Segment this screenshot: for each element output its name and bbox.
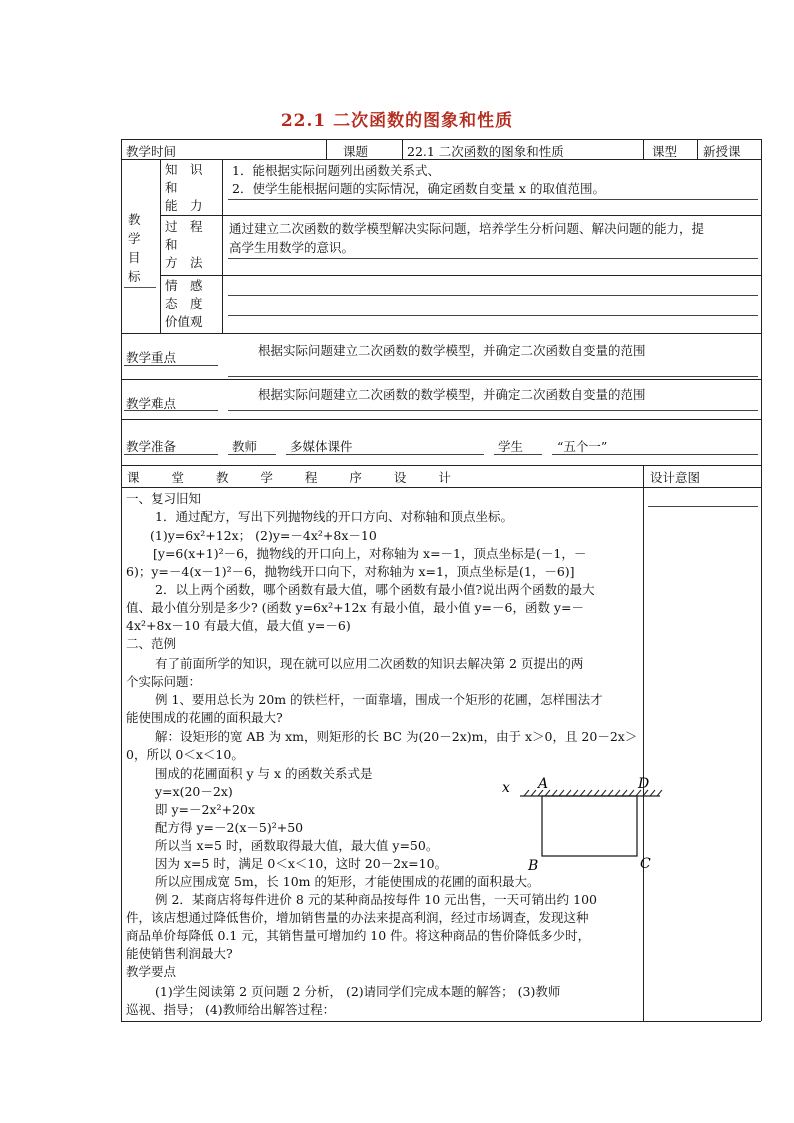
steps-line1: (1)学生阅读第 2 页问题 2 分析， (2)请同学们完成本题的解答； (3)教师 bbox=[155, 984, 561, 999]
solution-line4: y=x(20－2x) bbox=[155, 784, 233, 799]
label-C: C bbox=[640, 856, 651, 872]
example2-line4: 能使销售利润最大? bbox=[126, 946, 233, 961]
process-label: 过 程 和 方 法 bbox=[165, 219, 203, 270]
example2-line3: 商品单价每降低 0.1 元，其销售量可增加约 10 件。将这种商品的售价降低多少时， bbox=[126, 928, 591, 943]
solution-line5: 即 y=－2x²+20x bbox=[155, 802, 255, 817]
solution-line3: 围成的花圃面积 y 与 x 的函数关系式是 bbox=[155, 766, 373, 781]
review-q1: 1．通过配方，写出下列抛物线的开口方向、对称轴和顶点坐标。 bbox=[155, 509, 513, 524]
garden-rectangle bbox=[542, 796, 637, 856]
page-title: 22.1 二次函数的图象和性质 bbox=[280, 111, 514, 131]
topic-label: 课题 bbox=[343, 144, 369, 159]
program-header: 课 堂 教 学 程 序 设 计 bbox=[127, 470, 465, 485]
difficulty-text: 根据实际问题建立二次函数的数学模型，并确定二次函数自变量的范围 bbox=[258, 387, 646, 402]
prep-student-label: 学生 bbox=[498, 439, 524, 454]
solution-line1: 解：设矩形的宽 AB 为 xm，则矩形的长 BC 为(20－2x)m，由于 x＞0，且 20－2x＞ bbox=[155, 729, 638, 744]
process-text: 通过建立二次函数的数学模型解决实际问题，培养学生分析问题、解决问题的能力，提 高学生用数学的意识。 bbox=[229, 221, 705, 255]
knowledge-text: 1．能根据实际问题列出函数关系式、 2．使学生能根据问题的实际情况，确定函数自变量 x 的取值范围。 bbox=[232, 163, 605, 196]
solution-line2: 0，所以 0＜x＜10。 bbox=[126, 747, 244, 762]
label-D: D bbox=[638, 776, 650, 792]
solution-line6: 配方得 y=－2(x－5)²+50 bbox=[155, 820, 304, 835]
label-x: x bbox=[502, 780, 510, 796]
design-header: 设计意图 bbox=[650, 470, 701, 485]
time-label: 教学时间 bbox=[126, 144, 177, 159]
prep-teacher-value: 多媒体课件 bbox=[290, 439, 353, 454]
knowledge-label: 知 识 和 能 力 bbox=[165, 162, 203, 213]
topic-value: 22.1 二次函数的图象和性质 bbox=[407, 144, 564, 159]
type-value: 新授课 bbox=[703, 144, 741, 159]
review-q1-eqs: (1)y=6x²+12x； (2)y=－4x²+8x－10 bbox=[150, 528, 377, 543]
example1-line1: 例 1、要用总长为 20m 的铁栏杆，一面靠墙，围成一个矩形的花圃，怎样围法才 bbox=[155, 692, 603, 707]
goals-label: 教 学 目 标 bbox=[128, 212, 141, 284]
prep-teacher-label: 教师 bbox=[232, 439, 258, 454]
key-point-label: 教学重点 bbox=[126, 350, 177, 365]
solution-line8: 因为 x=5 时，满足 0＜x＜10，这时 20－2x=10。 bbox=[155, 856, 448, 871]
steps-line2: 巡视、指导； (4)教师给出解答过程： bbox=[126, 1002, 336, 1017]
type-label: 课型 bbox=[652, 144, 678, 159]
review-answer-line1: [y=6(x+1)²－6，抛物线的开口向上，对称轴为 x=－1，顶点坐标是(－1，－ bbox=[153, 546, 587, 561]
label-B: B bbox=[528, 858, 539, 872]
steps-title: 教学要点 bbox=[126, 964, 177, 979]
solution-line7: 所以当 x=5 时，函数取得最大值，最大值 y=50。 bbox=[155, 838, 439, 853]
review-q2-line1: 2．以上两个函数，哪个函数有最大值，哪个函数有最小值?说出两个函数的最大 bbox=[155, 582, 595, 597]
intro-line1: 有了前面所学的知识，现在就可以应用二次函数的知识去解决第 2 页提出的两 bbox=[155, 656, 584, 671]
review-title: 一、复习旧知 bbox=[126, 491, 202, 506]
example2-line2: 件，该店想通过降低售价，增加销售量的办法来提高利润，经过市场调查，发现这种 bbox=[126, 910, 589, 925]
prep-label: 教学准备 bbox=[126, 439, 177, 454]
difficulty-label: 教学难点 bbox=[126, 396, 177, 411]
solution-line9: 所以应围成宽 5m，长 10m 的矩形，才能使围成的花圃的面积最大。 bbox=[155, 874, 540, 889]
label-A: A bbox=[538, 776, 549, 792]
example-title: 二、范例 bbox=[126, 636, 177, 651]
emotion-label: 情 感 态 度 价值观 bbox=[165, 278, 203, 329]
review-answer-line2: 6)；y=－4(x－1)²－6，抛物线开口向下，对称轴为 x=1，顶点坐标是(1，－6)] bbox=[126, 564, 575, 579]
review-q2-line2: 值、最小值分别是多少? (函数 y=6x²+12x 有最小值，最小值 y=－6，函数 y=－ bbox=[126, 600, 584, 615]
garden-figure bbox=[498, 772, 668, 872]
key-point-text: 根据实际问题建立二次函数的数学模型，并确定二次函数自变量的范围 bbox=[258, 343, 646, 358]
prep-student-value: “五个一” bbox=[557, 439, 608, 454]
example2-line1: 例 2．某商店将每件进价 8 元的某种商品按每件 10 元出售，一天可销出约 100 bbox=[155, 892, 598, 907]
intro-line2: 个实际问题： bbox=[126, 674, 202, 689]
review-q2-line3: 4x²+8x－10 有最大值，最大值 y=－6) bbox=[126, 618, 351, 633]
example1-line2: 能使围成的花圃的面积最大? bbox=[126, 710, 283, 725]
